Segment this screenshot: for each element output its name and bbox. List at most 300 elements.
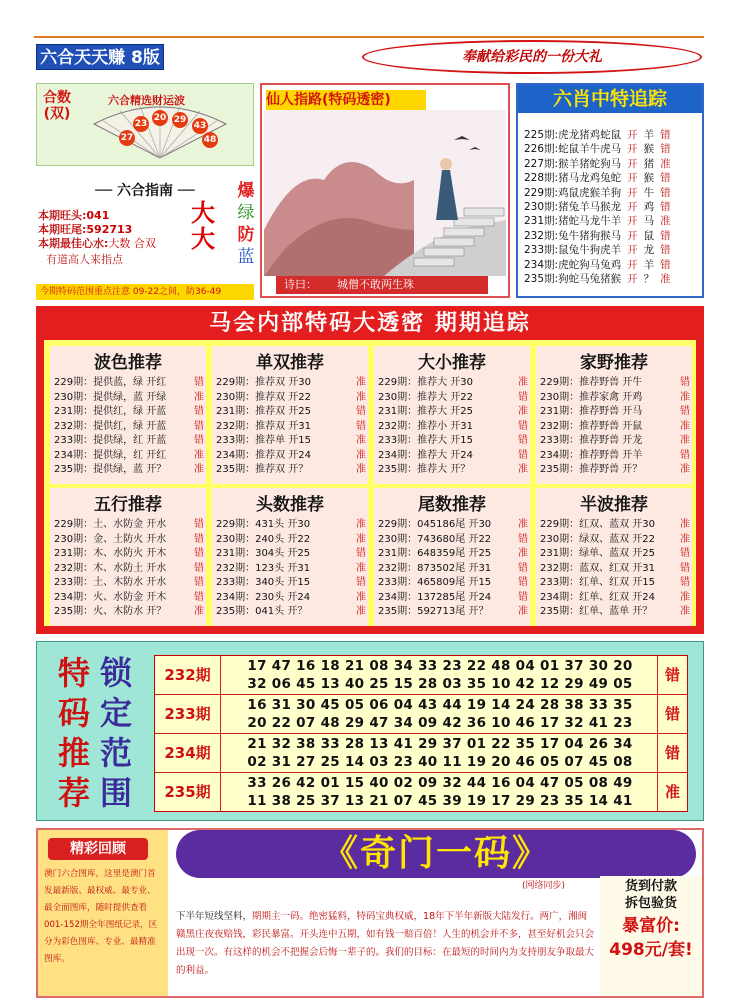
lock-char: 特 (57, 654, 90, 692)
six-zodiac-cell: 错 (660, 186, 671, 199)
recommend-row-result: 错 (356, 548, 366, 559)
recommend-row (540, 463, 690, 478)
six-zodiac-cell: 虎龙猪鸡蛇鼠 (558, 129, 622, 141)
recommend-row-text: 234期：230头 开24 (216, 591, 311, 603)
recommend-row-result: 准 (356, 435, 366, 446)
recommend-row-text: 229期：推荐大 开30 (378, 377, 473, 388)
bao-char: 蓝 (237, 247, 255, 267)
recommend-row-text: 229期：红双、蓝双 开30 (540, 519, 655, 530)
big-section-title: 马会内部特码大透密 期期追踪 (209, 310, 531, 336)
promo-part: 绝密猛料，特码宝典权威，18年下半年新版大陆发行。两广，湘闽赣黑庄夜夜赔钱，彩民暴富。开头连中五期，如有钱一赔百倍！人生的机会并不多，甚至好机会只会出现一次。有这样的机会不把握会后悔一辈子的。我们的目标：在最短的时间内为支持朋友争取最大的利益。 (176, 911, 595, 976)
six-zodiac-cell: 开 (627, 129, 638, 141)
six-zodiac-cell: 开 (627, 157, 638, 170)
recommend-row-result: 准 (518, 406, 528, 417)
recommend-row-result: 错 (194, 548, 204, 559)
price-value: 498元/套! (609, 940, 693, 960)
recommend-row (378, 449, 528, 464)
six-zodiac-cell: 开 (627, 273, 638, 285)
six-zodiac-cell: 227期: (524, 157, 559, 170)
recommend-row-result: 错 (680, 562, 690, 574)
six-zodiac-cell: 鸡 (643, 201, 655, 213)
recommend-row (216, 420, 366, 435)
recommend-rows (540, 518, 690, 620)
recommend-row-result: 错 (680, 577, 690, 588)
recommend-row-result: 准 (356, 591, 366, 603)
recommend-row-text: 233期：土、木防水 开水 (54, 577, 167, 588)
recommend-row (540, 518, 690, 533)
recommend-row-text: 233期：红单、红双 开15 (540, 577, 655, 588)
six-zodiac-cell: 错 (660, 129, 671, 141)
six-zodiac-cell: 231期: (524, 215, 559, 228)
recommend-row-text: 230期：推荐双 开22 (216, 391, 311, 403)
lock-col-2 (96, 653, 136, 813)
lock-row (155, 773, 687, 812)
recommend-row-result: 错 (194, 435, 204, 446)
recommend-row-result: 准 (356, 533, 366, 545)
recommend-row-result: 错 (194, 377, 204, 388)
qimen-title: 《奇门一码》 (176, 830, 696, 878)
recommend-row-text: 230期：推荐大 开22 (378, 391, 473, 403)
six-zodiac-cell: 错 (660, 143, 671, 156)
range-tip: 今期特码范围重点注意 09-22之间，防36-49 (36, 284, 254, 300)
recommend-row-result: 准 (356, 519, 366, 530)
recommend-row-text: 230期：金、土防火 开水 (54, 533, 167, 545)
recommend-row-text: 231期：推荐野兽 开马 (540, 406, 643, 417)
six-zodiac-row (524, 243, 671, 257)
six-zodiac-row (524, 214, 671, 228)
recommend-card (536, 346, 692, 484)
wang-tou-value: 041 (86, 209, 110, 222)
recommend-row-text: 231期：304头 开25 (216, 548, 311, 559)
recommend-row-text: 229期：431头 开30 (216, 519, 311, 530)
recommend-row-result: 错 (194, 420, 204, 432)
recommend-row (54, 591, 204, 606)
recommend-row-result: 错 (194, 591, 204, 603)
recommend-row (540, 591, 690, 606)
recommend-row-result: 准 (356, 391, 366, 403)
recommend-row (54, 547, 204, 562)
recommend-row-result: 错 (194, 577, 204, 588)
recommend-row-result: 错 (356, 577, 366, 588)
deliver-box (600, 876, 702, 996)
recommend-row-result: 准 (194, 449, 204, 461)
recommend-card (374, 346, 530, 484)
recommend-row-result: 准 (194, 464, 204, 475)
recommend-card-title: 单双推荐 (256, 353, 324, 373)
recommend-row-result: 错 (194, 533, 204, 545)
recommend-row-result: 准 (194, 391, 204, 403)
price-label: 暴富价: (622, 916, 680, 936)
recommend-row (378, 434, 528, 449)
recommend-row-text: 235期：592713尾 开？ (378, 606, 489, 617)
recommend-row-text: 233期：提供绿，红 开蓝 (54, 435, 167, 446)
lock-row (155, 695, 687, 734)
six-zodiac-cell: 233期: (524, 244, 559, 257)
recommend-row-text: 230期：743680尾 开22 (378, 533, 492, 545)
recommend-row (216, 405, 366, 420)
recommend-rows (540, 376, 690, 478)
recommend-row-text: 234期：推荐大 开24 (378, 449, 473, 461)
recommend-row-result: 准 (518, 606, 528, 617)
recommend-row-result: 准 (680, 464, 690, 475)
recommend-row (54, 533, 204, 548)
six-zodiac-row (524, 272, 671, 286)
recommend-row-text: 234期：提供绿，红 开红 (54, 449, 167, 461)
fan-ball: 48 (202, 132, 218, 148)
six-zodiac-cell: 错 (660, 172, 671, 185)
recommend-card (212, 346, 368, 484)
recommend-rows (54, 518, 204, 620)
recommend-row (540, 405, 690, 420)
lock-range-table (154, 655, 688, 812)
recommend-row-text: 229期：045186尾 开30 (378, 519, 492, 530)
recommend-row (216, 605, 366, 620)
recommend-row-text: 235期：推荐双 开？ (216, 464, 309, 475)
fan-ball: 29 (172, 112, 188, 128)
recommend-row (54, 463, 204, 478)
net-sync: (网络同步) (522, 881, 566, 891)
bao-char: 爆 (237, 181, 255, 201)
wang-tou-label: 本期旺头: (38, 209, 87, 222)
recommend-row (216, 562, 366, 577)
recommend-row-result: 准 (680, 391, 690, 403)
recommend-rows (54, 376, 204, 478)
recommend-row-text: 229期：土、水防金 开水 (54, 519, 167, 530)
recommend-row-text: 230期：提供绿，蓝 开绿 (54, 391, 167, 403)
lock-char: 定 (99, 694, 132, 732)
recommend-row (378, 420, 528, 435)
recommend-row (216, 376, 366, 391)
recommend-row-result: 错 (518, 391, 528, 403)
recommend-row (540, 391, 690, 406)
six-zodiac-cell: 虎蛇狗马兔鸡 (558, 258, 622, 271)
six-zodiac-cell: 232期: (524, 229, 559, 242)
six-zodiac-cell: 开 (627, 201, 638, 213)
six-zodiac-cell: 开 (627, 186, 638, 199)
recommend-row-text: 230期：推荐家禽 开鸡 (540, 391, 643, 403)
six-zodiac-cell: 错 (660, 258, 671, 271)
slogan: 奉献给彩民的一份大礼 (362, 40, 702, 74)
immortal-painting (264, 110, 506, 276)
recommend-row-text: 235期：红单、蓝单 开？ (540, 606, 653, 617)
six-zodiac-cell: 鼠兔牛狗虎羊 (558, 244, 622, 257)
six-zodiac-row (524, 229, 671, 243)
six-zodiac-cell: 猪马龙鸡兔蛇 (558, 172, 622, 185)
recommend-card (50, 346, 206, 484)
six-zodiac-cell: 234期: (524, 258, 559, 271)
six-zodiac-row (524, 200, 671, 214)
recommend-row (378, 376, 528, 391)
picture-caption (276, 276, 488, 294)
recommend-row (378, 463, 528, 478)
recommend-rows (378, 376, 528, 478)
lock-numbers: 21 32 38 33 28 13 41 29 37 01 22 35 17 04 26 34 (247, 736, 633, 752)
lock-result: 错 (657, 695, 687, 733)
six-zodiac-row (524, 128, 671, 142)
recommend-rows (378, 518, 528, 620)
recommend-row-result: 准 (356, 606, 366, 617)
recommend-row-result: 准 (680, 533, 690, 545)
recommend-row (54, 434, 204, 449)
recommend-row-result: 错 (680, 449, 690, 461)
recommend-row-text: 232期：木、水防土 开水 (54, 562, 167, 574)
recommend-row (540, 605, 690, 620)
recommend-row (540, 420, 690, 435)
recommend-row (216, 463, 366, 478)
recommend-row (378, 518, 528, 533)
recommend-row-result: 错 (194, 519, 204, 530)
recommend-row-text: 234期：推荐野兽 开羊 (540, 449, 643, 461)
recommend-row-result: 错 (518, 562, 528, 574)
bao-column (234, 180, 258, 268)
recommend-row-text: 234期：红单、红双 开24 (540, 591, 655, 603)
recommend-row-result: 准 (356, 464, 366, 475)
brand-title: 六合天天赚 8版 (36, 44, 164, 70)
recommend-row (54, 391, 204, 406)
lock-result: 准 (657, 773, 687, 811)
recommend-row-text: 232期：蓝双、红双 开31 (540, 562, 655, 574)
recommend-row-text: 232期：推荐野兽 开鼠 (540, 420, 643, 432)
recommend-row-text: 233期：推荐野兽 开龙 (540, 435, 643, 446)
lock-period: 234期 (155, 734, 221, 772)
fan-ball: 20 (152, 110, 168, 126)
deliver-text (600, 878, 702, 912)
guide-title-text: 六合指南 (117, 183, 173, 199)
recommend-row-text: 232期：873502尾 开31 (378, 562, 492, 574)
bao-char: 防 (237, 225, 255, 245)
dada-char: 大 (191, 199, 215, 227)
recommend-rows (216, 518, 366, 620)
six-zodiac-cell: 猪蛇马龙牛羊 (558, 215, 622, 228)
six-zodiac-cell: 蛇鼠羊牛虎马 (558, 143, 622, 156)
recommend-row (216, 391, 366, 406)
six-zodiac-cell: 猴 (643, 172, 655, 185)
lock-period: 232期 (155, 656, 221, 694)
six-zodiac-cell: ？ (643, 273, 655, 285)
recommend-row-result: 准 (680, 420, 690, 432)
fan-ball: 27 (119, 130, 135, 146)
deliver-line: 货到付款 (624, 879, 677, 894)
recommend-row-text: 233期：推荐单 开15 (216, 435, 311, 446)
six-zodiac-cell: 牛 (643, 186, 655, 199)
recommend-row (54, 562, 204, 577)
six-zodiac-cell: 马 (643, 215, 655, 228)
lock-char: 荐 (57, 774, 90, 812)
six-zodiac-row (524, 157, 671, 171)
recommend-row-result: 错 (518, 435, 528, 446)
recommend-row-text: 233期：推荐大 开15 (378, 435, 473, 446)
six-zodiac-cell: 229期: (524, 186, 559, 199)
six-zodiac-cell: 猪 (643, 157, 655, 170)
recommend-row-text: 233期：465809尾 开15 (378, 577, 492, 588)
caption-label: 诗曰： (284, 278, 317, 291)
recommend-card-title: 半波推荐 (580, 495, 648, 515)
recommend-row-text: 235期：推荐野兽 开？ (540, 464, 643, 475)
recommend-row-result: 错 (518, 420, 528, 432)
recommend-row (54, 449, 204, 464)
recommend-row (216, 518, 366, 533)
recommend-row-result: 准 (356, 449, 366, 461)
recommend-row-result: 错 (680, 548, 690, 559)
recommend-row-text: 235期：提供绿，蓝 开？ (54, 464, 167, 475)
recommend-row-result: 准 (680, 519, 690, 530)
recommend-row (540, 576, 690, 591)
recommend-row (216, 449, 366, 464)
recommend-row (54, 576, 204, 591)
lock-numbers: 11 38 25 37 13 21 07 45 39 19 17 29 23 35 14 41 (247, 793, 633, 809)
recommend-row (378, 547, 528, 562)
lock-row (155, 734, 687, 773)
recommend-row-text: 229期：推荐野兽 开牛 (540, 377, 643, 388)
lock-col-1 (54, 653, 94, 813)
recommend-card (50, 488, 206, 626)
recommend-row-text: 231期：648359尾 开25 (378, 548, 492, 559)
six-zodiac-cell: 230期: (524, 201, 559, 213)
fan-ball: 23 (133, 116, 149, 132)
recommend-row (378, 562, 528, 577)
recommend-row-text: 229期：提供蓝，绿 开红 (54, 377, 167, 388)
recommend-row (378, 576, 528, 591)
six-zodiac-cell: 226期: (524, 143, 559, 156)
six-zodiac-cell: 开 (627, 258, 638, 271)
recommend-row (378, 391, 528, 406)
six-zodiac-cell: 兔牛猪狗猴马 (558, 229, 622, 242)
lock-char: 范 (99, 734, 132, 772)
six-zodiac-row (524, 142, 671, 156)
recommend-row-result: 错 (518, 577, 528, 588)
lock-period: 235期 (155, 773, 221, 811)
recommend-card-title: 尾数推荐 (418, 495, 486, 515)
price (600, 914, 702, 962)
recommend-row-result: 错 (518, 591, 528, 603)
review-title: 精彩回顾 (48, 838, 148, 860)
best-pick (38, 235, 156, 251)
expert-tip: 有道高人来指点 (46, 253, 123, 266)
six-zodiac-cell: 错 (660, 244, 671, 257)
fan-title: 六合精选财运波 (108, 94, 185, 107)
recommend-row-result: 准 (680, 435, 690, 446)
dada-mark (188, 200, 218, 252)
six-zodiac-cell: 错 (660, 201, 671, 213)
six-zodiac-cell: 235期: (524, 273, 559, 285)
recommend-row-text: 231期：推荐双 开25 (216, 406, 311, 417)
caption-text: 城僧不敢两生珠 (337, 278, 414, 291)
best-value: 大数 合双 (108, 237, 156, 250)
lock-result: 错 (657, 656, 687, 694)
recommend-row-result: 准 (680, 606, 690, 617)
recommend-row-result: 错 (194, 562, 204, 574)
six-zodiac-cell: 开 (627, 143, 638, 156)
promo-highlight: 期期主一码。 (252, 911, 310, 922)
recommend-card (212, 488, 368, 626)
recommend-row-text: 231期：绿单、蓝双 开25 (540, 548, 655, 559)
six-zodiac-cell: 狗蛇马兔猪猴 (558, 273, 622, 285)
recommend-row-result: 错 (356, 406, 366, 417)
recommend-row-result: 准 (680, 591, 690, 603)
six-zodiac-cell: 错 (660, 229, 671, 242)
lock-char: 码 (57, 694, 90, 732)
recommend-row (216, 576, 366, 591)
recommend-row (216, 533, 366, 548)
bao-char: 绿 (237, 203, 255, 223)
recommend-row-result: 准 (518, 548, 528, 559)
recommend-row-result: 错 (194, 406, 204, 417)
six-zodiac-row (524, 186, 671, 200)
recommend-row-text: 232期：提供红，绿 开蓝 (54, 420, 167, 432)
six-zodiac-row (524, 171, 671, 185)
recommend-row (54, 405, 204, 420)
recommend-card-title: 头数推荐 (256, 495, 324, 515)
lock-numbers: 32 06 45 13 40 25 15 28 03 35 10 42 12 29 49 05 (247, 676, 633, 692)
recommend-row-result: 错 (518, 449, 528, 461)
recommend-row (216, 434, 366, 449)
top-divider (34, 36, 704, 38)
recommend-row (540, 562, 690, 577)
recommend-row (54, 518, 204, 533)
six-zodiac-cell: 准 (660, 215, 671, 228)
recommend-row (378, 405, 528, 420)
dada-char: 大 (191, 225, 215, 253)
recommend-card (374, 488, 530, 626)
heshu-label: 合数(双) (43, 90, 71, 122)
recommend-row (54, 605, 204, 620)
recommend-row-text: 234期：137285尾 开24 (378, 591, 492, 603)
review-text: 澳门六合图库，这里是澳门首发最新版、最权威、最专业、最全面图库，随时提供查看001-152期全年图纸记录，区分为彩色图库、专业、最精准图库。 (44, 869, 158, 964)
recommend-card-title: 大小推荐 (418, 353, 486, 373)
recommend-row-text: 235期：火、木防水 开？ (54, 606, 167, 617)
recommend-card-title: 五行推荐 (94, 495, 162, 515)
six-zodiac-cell: 228期: (524, 172, 559, 185)
six-zodiac-cell: 龙 (643, 244, 655, 257)
lock-numbers: 20 22 07 48 29 47 34 09 42 36 10 46 17 32 41 23 (247, 715, 633, 731)
lock-numbers: 17 47 16 18 21 08 34 33 23 22 48 04 01 37 30 20 (247, 658, 633, 674)
recommend-row-result: 准 (356, 562, 366, 574)
guide-title: ── 六合指南 ── (95, 183, 195, 199)
recommend-row-text: 234期：火、水防金 开木 (54, 591, 167, 603)
six-zodiac-cell: 225期: (524, 129, 559, 141)
recommend-row (540, 547, 690, 562)
wang-wei-value: 592713 (86, 223, 133, 236)
recommend-row-text: 234期：推荐双 开24 (216, 449, 311, 461)
recommend-row (378, 591, 528, 606)
recommend-card-title: 波色推荐 (94, 353, 162, 373)
lock-char: 推 (57, 734, 90, 772)
fan-ball: 43 (192, 118, 208, 134)
lock-numbers: 02 31 27 25 14 03 23 40 11 19 20 46 05 07 45 08 (247, 754, 633, 770)
six-zodiac-cell: 准 (660, 273, 671, 285)
six-zodiac-cell: 猴羊猪蛇狗马 (558, 157, 622, 170)
recommend-row (54, 376, 204, 391)
six-zodiac-cell: 羊 (643, 129, 655, 141)
recommend-row-result: 准 (518, 519, 528, 530)
six-zodiac-cell: 开 (627, 229, 638, 242)
six-zodiac-cell: 准 (660, 157, 671, 170)
lock-row (155, 656, 687, 695)
lock-numbers: 16 31 30 45 05 06 04 43 44 19 14 24 28 38 33 35 (247, 697, 633, 713)
six-zodiac-cell: 猪兔羊马猴龙 (558, 201, 622, 213)
recommend-row-text: 231期：推荐大 开25 (378, 406, 473, 417)
recommend-row-text: 232期：推荐小 开31 (378, 420, 473, 432)
six-zodiac-cell: 开 (627, 244, 638, 257)
six-zodiac-cell: 猴 (643, 143, 655, 156)
promo-part: 下半年短线坚料， (176, 911, 253, 922)
lock-char: 锁 (99, 654, 132, 692)
recommend-row-text: 232期：推荐双 开31 (216, 420, 311, 432)
recommend-row (216, 591, 366, 606)
lock-numbers: 33 26 42 01 15 40 02 09 32 44 16 04 47 05 08 49 (247, 775, 633, 791)
lock-period: 233期 (155, 695, 221, 733)
recommend-row-text: 233期：340头 开15 (216, 577, 311, 588)
